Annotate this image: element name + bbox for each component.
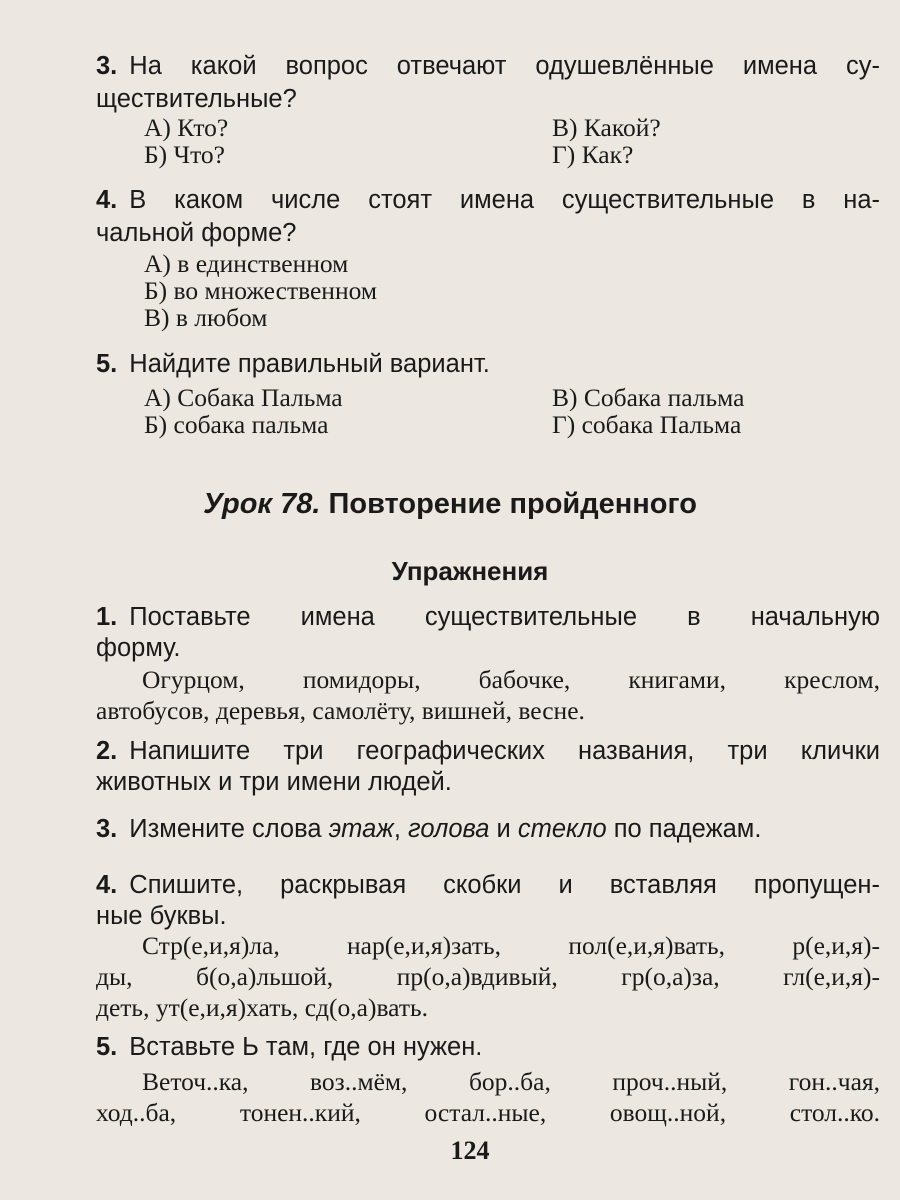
answer-option: В) Какой? — [552, 113, 661, 142]
question-number: 5. — [96, 350, 118, 378]
exercise-number: 4. — [96, 871, 118, 899]
answer-options-q5 — [144, 384, 844, 438]
question-3 — [96, 50, 880, 116]
exercise-number: 3. — [96, 815, 118, 843]
answer-option: Б) во множественном — [144, 276, 377, 305]
exercise-text-line: Поставьте имена существительные в начальную — [129, 603, 880, 631]
exercise-5 — [96, 1032, 880, 1063]
exercise-1 — [96, 602, 880, 664]
word-line: Веточ..ка, воз..мём, бор..ба, проч..ный, гон..чая, — [142, 1067, 880, 1096]
exercise-4 — [96, 870, 880, 932]
separator: и — [489, 815, 518, 843]
question-text-line: чальной форме? — [96, 219, 297, 247]
answer-option: Б) собака пальма — [144, 410, 329, 439]
question-5 — [96, 348, 880, 381]
answer-option: Б) Что? — [144, 140, 225, 169]
exercise-word: голова — [408, 815, 490, 843]
question-text-line: ществительные? — [96, 85, 297, 113]
answer-option: В) в любом — [144, 303, 268, 332]
exercise-4-words — [96, 930, 880, 1023]
exercise-text-line: Спишите, раскрывая скобки и вставляя пропущен- — [129, 871, 880, 899]
word-line: деть, ут(е,и,я)хать, сд(о,а)вать. — [96, 993, 428, 1022]
exercise-5-words — [96, 1066, 880, 1128]
word-line: Огурцом, помидоры, бабочке, книгами, креслом, — [142, 665, 880, 694]
answer-options-q4 — [144, 250, 844, 331]
question-number: 3. — [96, 52, 118, 80]
exercise-number: 1. — [96, 603, 118, 631]
lesson-label: Урок 78. — [203, 488, 321, 520]
question-text-line: Найдите правильный вариант. — [129, 350, 490, 378]
question-text-line: В каком числе стоят имена существительные в на- — [129, 186, 880, 214]
page-number: 124 — [450, 1136, 490, 1165]
exercise-1-words — [96, 664, 880, 726]
answer-option: А) в единственном — [144, 249, 349, 278]
answer-option: А) Кто? — [144, 113, 229, 142]
section-title: Упражнения — [391, 556, 549, 586]
exercise-text-line: форму. — [96, 634, 181, 662]
answer-option: В) Собака пальма — [552, 383, 745, 412]
exercise-text-line: Напишите три географических названия, три клички — [129, 737, 880, 765]
exercise-3 — [96, 814, 880, 845]
word-line: ды, б(о,а)льшой, пр(о,а)вдивый, гр(о,а)за, гл(е,и,я)- — [96, 962, 880, 991]
answer-option: А) Собака Пальма — [144, 383, 343, 412]
word-line: автобусов, деревья, самолёту, вишней, весне. — [96, 696, 585, 725]
question-number: 4. — [96, 186, 118, 214]
question-text-line: На какой вопрос отвечают одушевлённые имена су- — [129, 52, 880, 80]
answer-option: Г) Как? — [552, 140, 634, 169]
lesson-title — [0, 488, 900, 521]
answer-options-q3 — [144, 114, 844, 168]
exercise-text: Измените слова — [129, 815, 329, 843]
word-line: ход..ба, тонен..кий, остал..ные, овощ..ной, стол..ко. — [96, 1098, 880, 1127]
question-4 — [96, 184, 880, 250]
exercise-text-line: животных и три имени людей. — [96, 768, 452, 796]
exercise-number: 5. — [96, 1033, 118, 1061]
exercise-word: этаж — [328, 815, 394, 843]
exercise-word: стекло — [517, 815, 607, 843]
exercise-number: 2. — [96, 737, 118, 765]
exercise-2 — [96, 736, 880, 798]
exercise-text-line: ные буквы. — [96, 902, 227, 930]
exercise-text-line: Вставьте Ь там, где он нужен. — [129, 1033, 483, 1061]
lesson-name: Повторение пройденного — [328, 488, 697, 520]
answer-option: Г) собака Пальма — [552, 410, 742, 439]
exercise-text: по падежам. — [606, 815, 762, 843]
word-line: Стр(е,и,я)ла, нар(е,и,я)зать, пол(е,и,я)вать, р(е,и,я)- — [142, 931, 880, 960]
separator: , — [393, 815, 409, 843]
